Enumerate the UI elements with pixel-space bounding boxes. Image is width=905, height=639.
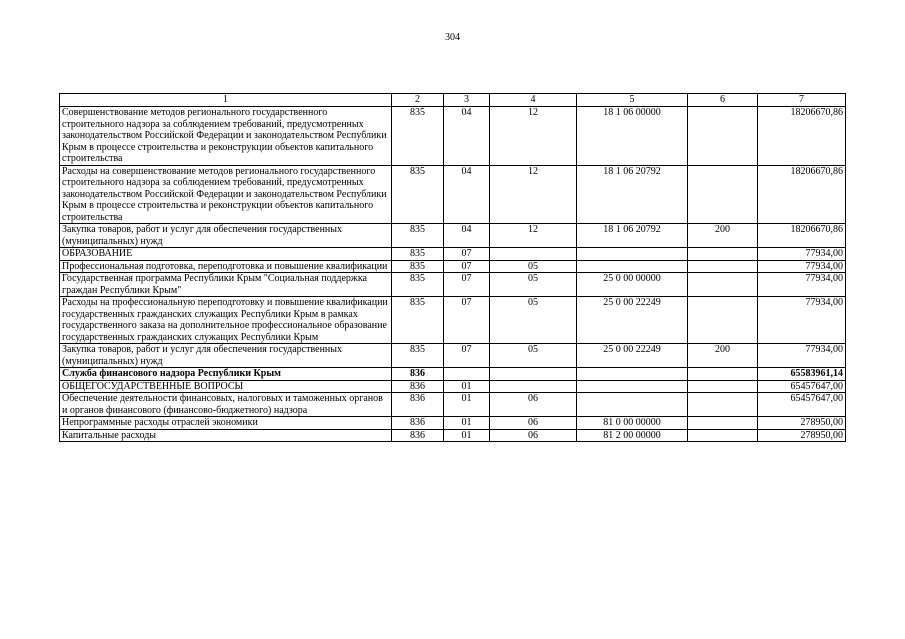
- row-subsection-cell: 12: [490, 165, 577, 224]
- row-name-cell: Профессиональная подготовка, переподготовка и повышение квалификации: [60, 260, 392, 273]
- row-section-cell: 01: [444, 380, 490, 393]
- page-number: 304: [445, 32, 460, 43]
- row-code-cell: 835: [392, 273, 444, 297]
- row-type-cell: 200: [688, 344, 758, 368]
- header-cell: 2: [392, 94, 444, 107]
- row-subsection-cell: 06: [490, 417, 577, 430]
- row-sum-cell: 278950,00: [758, 429, 846, 442]
- budget-table: [59, 93, 846, 442]
- row-name-cell: Служба финансового надзора Республики Крым: [60, 368, 392, 381]
- row-code-cell: 835: [392, 165, 444, 224]
- row-type-cell: 200: [688, 224, 758, 248]
- row-sum-cell: 77934,00: [758, 297, 846, 344]
- row-subsection-cell: [490, 248, 577, 261]
- row-name-cell: Закупка товаров, работ и услуг для обеспечения государственных (муниципальных) нужд: [60, 344, 392, 368]
- row-sum-cell: 77934,00: [758, 248, 846, 261]
- row-subsection-cell: 05: [490, 297, 577, 344]
- row-sum-cell: 65457647,00: [758, 380, 846, 393]
- row-type-cell: [688, 248, 758, 261]
- row-section-cell: 07: [444, 344, 490, 368]
- table-row: [60, 248, 846, 261]
- row-subsection-cell: 05: [490, 260, 577, 273]
- row-sum-cell: 278950,00: [758, 417, 846, 430]
- row-name-cell: Обеспечение деятельности финансовых, налоговых и таможенных органов и органов финансового (финансово-бюджетного) надзора: [60, 393, 392, 417]
- row-name-cell: Непрограммные расходы отраслей экономики: [60, 417, 392, 430]
- row-code-cell: 835: [392, 224, 444, 248]
- row-name-cell: ОБРАЗОВАНИЕ: [60, 248, 392, 261]
- row-name-cell: ОБЩЕГОСУДАРСТВЕННЫЕ ВОПРОСЫ: [60, 380, 392, 393]
- row-type-cell: [688, 393, 758, 417]
- row-name-cell: Капитальные расходы: [60, 429, 392, 442]
- row-target-cell: 18 1 06 20792: [577, 165, 688, 224]
- row-subsection-cell: 06: [490, 393, 577, 417]
- row-name-cell: Расходы на профессиональную переподготовку и повышение квалификации государственных гражданских служащих Республики Крым в рамках государственного заказа на дополнительное профессиональное образование государственных гражданских служащих Республики Крым: [60, 297, 392, 344]
- table-row: [60, 429, 846, 442]
- row-section-cell: 01: [444, 429, 490, 442]
- row-type-cell: [688, 273, 758, 297]
- row-code-cell: 836: [392, 393, 444, 417]
- table-row: [60, 273, 846, 297]
- row-name-cell: Государственная программа Республики Крым "Социальная поддержка граждан Республики Крым": [60, 273, 392, 297]
- row-subsection-cell: 06: [490, 429, 577, 442]
- header-cell: 4: [490, 94, 577, 107]
- table-row: [60, 107, 846, 166]
- row-subsection-cell: 05: [490, 273, 577, 297]
- row-target-cell: 18 1 06 20792: [577, 224, 688, 248]
- row-type-cell: [688, 417, 758, 430]
- row-sum-cell: 65457647,00: [758, 393, 846, 417]
- table-row: [60, 344, 846, 368]
- table-row: [60, 380, 846, 393]
- row-name-cell: Расходы на совершенствование методов регионального государственного строительного надзора за соблюдением требований, предусмотренных законодательством Российской Федерации и законодательством Республики Крым в процессе строительства и реконструкции объектов капитального строительства: [60, 165, 392, 224]
- header-cell: 6: [688, 94, 758, 107]
- row-type-cell: [688, 165, 758, 224]
- row-code-cell: 836: [392, 380, 444, 393]
- row-subsection-cell: [490, 368, 577, 381]
- row-section-cell: [444, 368, 490, 381]
- table-row: [60, 297, 846, 344]
- row-code-cell: 836: [392, 368, 444, 381]
- header-cell: 1: [60, 94, 392, 107]
- row-target-cell: [577, 248, 688, 261]
- row-type-cell: [688, 107, 758, 166]
- row-target-cell: 81 0 00 00000: [577, 417, 688, 430]
- row-section-cell: 07: [444, 273, 490, 297]
- row-sum-cell: 77934,00: [758, 260, 846, 273]
- row-sum-cell: 77934,00: [758, 344, 846, 368]
- row-section-cell: 04: [444, 107, 490, 166]
- row-sum-cell: 65583961,14: [758, 368, 846, 381]
- row-subsection-cell: 12: [490, 107, 577, 166]
- row-section-cell: 01: [444, 393, 490, 417]
- row-sum-cell: 18206670,86: [758, 165, 846, 224]
- row-code-cell: 835: [392, 248, 444, 261]
- row-sum-cell: 18206670,86: [758, 224, 846, 248]
- header-cell: 7: [758, 94, 846, 107]
- row-section-cell: 01: [444, 417, 490, 430]
- header-cell: 3: [444, 94, 490, 107]
- table-row: [60, 224, 846, 248]
- row-code-cell: 835: [392, 297, 444, 344]
- row-code-cell: 835: [392, 344, 444, 368]
- row-target-cell: [577, 260, 688, 273]
- row-section-cell: 07: [444, 260, 490, 273]
- row-type-cell: [688, 260, 758, 273]
- row-code-cell: 836: [392, 429, 444, 442]
- table-row: [60, 368, 846, 381]
- table-row: [60, 260, 846, 273]
- row-sum-cell: 18206670,86: [758, 107, 846, 166]
- table-body: [60, 107, 846, 442]
- row-code-cell: 835: [392, 260, 444, 273]
- row-target-cell: 81 2 00 00000: [577, 429, 688, 442]
- header-cell: 5: [577, 94, 688, 107]
- row-subsection-cell: [490, 380, 577, 393]
- row-target-cell: [577, 368, 688, 381]
- row-sum-cell: 77934,00: [758, 273, 846, 297]
- row-type-cell: [688, 368, 758, 381]
- row-subsection-cell: 05: [490, 344, 577, 368]
- row-code-cell: 835: [392, 107, 444, 166]
- row-code-cell: 836: [392, 417, 444, 430]
- row-type-cell: [688, 297, 758, 344]
- table-row: [60, 393, 846, 417]
- row-target-cell: 25 0 00 00000: [577, 273, 688, 297]
- row-type-cell: [688, 429, 758, 442]
- table-row: [60, 417, 846, 430]
- row-section-cell: 04: [444, 224, 490, 248]
- row-name-cell: Совершенствование методов регионального государственного строительного надзора за соблюдением требований, предусмотренных законодательством Российской Федерации и законодательством Республики Крым в процессе строительства и реконструкции объектов капитального строительства: [60, 107, 392, 166]
- row-type-cell: [688, 380, 758, 393]
- table-row: [60, 165, 846, 224]
- row-subsection-cell: 12: [490, 224, 577, 248]
- row-section-cell: 04: [444, 165, 490, 224]
- row-target-cell: [577, 380, 688, 393]
- row-target-cell: [577, 393, 688, 417]
- row-section-cell: 07: [444, 248, 490, 261]
- row-target-cell: 25 0 00 22249: [577, 297, 688, 344]
- row-target-cell: 18 1 06 00000: [577, 107, 688, 166]
- header-row: [60, 94, 846, 107]
- row-target-cell: 25 0 00 22249: [577, 344, 688, 368]
- row-section-cell: 07: [444, 297, 490, 344]
- row-name-cell: Закупка товаров, работ и услуг для обеспечения государственных (муниципальных) нужд: [60, 224, 392, 248]
